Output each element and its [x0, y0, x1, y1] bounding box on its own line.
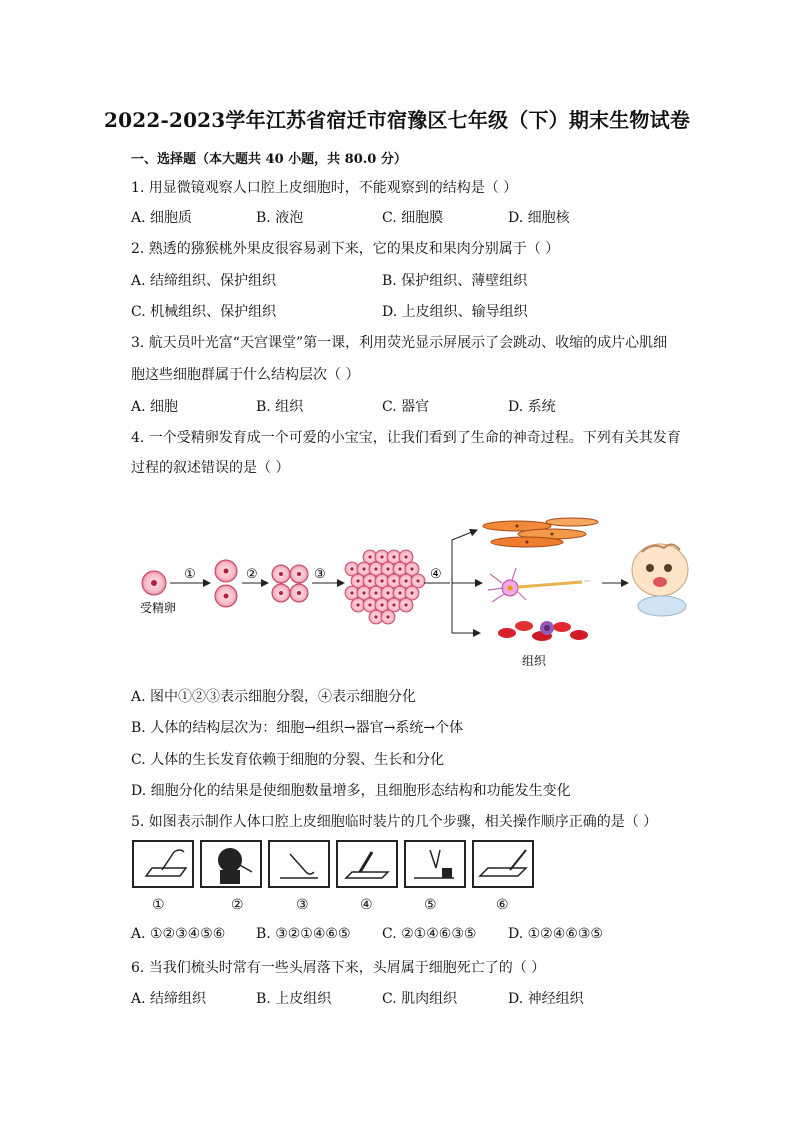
question-2-option-c: C. 机械组织、保护组织: [131, 304, 277, 320]
slide-procedure-figure: [132, 840, 542, 920]
blood-tissue-icon: [498, 621, 588, 641]
procedure-frame-4: [336, 840, 398, 888]
question-1-option-d: D. 细胞核: [508, 210, 570, 226]
question-2-stem: 2. 熟透的猕猴桃外果皮很容易剥下来，它的果皮和果肉分别属于（ ）: [131, 241, 560, 257]
procedure-step-1-label: ①: [152, 897, 165, 913]
step-1-label: ①: [184, 567, 196, 582]
procedure-step-3-label: ③: [296, 897, 309, 913]
question-6-stem: 6. 当我们梳头时常有一些头屑落下来，头屑属于细胞死亡了的（ ）: [131, 960, 546, 976]
step-3-label: ③: [314, 567, 326, 582]
question-5-option-a: A. ①②③④⑤⑥: [131, 926, 226, 942]
procedure-step-2-label: ②: [231, 897, 244, 913]
four-cell-icon: [272, 565, 308, 602]
step-4-label: ④: [430, 567, 442, 582]
muscle-tissue-icon: [483, 518, 598, 547]
question-4-option-a: A. 图中①②③表示细胞分裂，④表示细胞分化: [131, 689, 417, 705]
question-5-option-d: D. ①②④⑥③⑤: [508, 926, 603, 942]
two-cell-icon: [215, 560, 237, 607]
question-3-stem-line-1: 3. 航天员叶光富“天宫课堂”第一课，利用荧光显示屏展示了会跳动、收缩的成片心肌细: [131, 335, 668, 351]
question-2-option-d: D. 上皮组织、输导组织: [382, 304, 528, 320]
question-6-option-b: B. 上皮组织: [256, 991, 332, 1007]
question-1-stem: 1. 用显微镜观察人口腔上皮细胞时，不能观察到的结构是（ ）: [131, 180, 518, 196]
procedure-step-4-label: ④: [360, 897, 373, 913]
baby-icon: [632, 544, 688, 616]
procedure-frame-1: [132, 840, 194, 888]
question-4-option-c: C. 人体的生长发育依赖于细胞的分裂、生长和分化: [131, 752, 445, 768]
question-4-stem-line-2: 过程的叙述错误的是（ ）: [131, 460, 290, 476]
step-2-label: ②: [246, 567, 258, 582]
question-3-option-a: A. 细胞: [131, 399, 179, 415]
question-3-stem-line-2: 胞这些细胞群属于什么结构层次（ ）: [131, 367, 360, 383]
page-title: 2022-2023学年江苏省宿迁市宿豫区七年级（下）期末生物试卷: [103, 108, 691, 132]
procedure-frame-6: [472, 840, 534, 888]
cell-cluster-icon: [345, 550, 425, 624]
question-2-option-b: B. 保护组织、薄壁组织: [382, 273, 528, 289]
tissue-label: 组织: [522, 654, 547, 668]
question-5-option-c: C. ②①④⑥③⑤: [382, 926, 477, 942]
question-2-option-a: A. 结缔组织、保护组织: [131, 273, 277, 289]
question-4-option-b: B. 人体的结构层次为：细胞→组织→器官→系统→个体: [131, 720, 464, 736]
section-heading: 一、选择题（本大题共 40 小题，共 80.0 分）: [131, 152, 407, 167]
procedure-step-6-label: ⑥: [496, 897, 509, 913]
procedure-frame-3: [268, 840, 330, 888]
question-6-option-a: A. 结缔组织: [131, 991, 207, 1007]
question-1-option-c: C. 细胞膜: [382, 210, 444, 226]
question-1-option-b: B. 液泡: [256, 210, 304, 226]
question-5-option-b: B. ③②①④⑥⑤: [256, 926, 351, 942]
fertilized-egg-label: 受精卵: [140, 601, 177, 615]
question-5-stem: 5. 如图表示制作人体口腔上皮细胞临时装片的几个步骤，相关操作顺序正确的是（ ）: [131, 814, 658, 830]
nerve-tissue-icon: [488, 568, 590, 602]
question-6-option-d: D. 神经组织: [508, 991, 584, 1007]
procedure-frame-2: [200, 840, 262, 888]
question-4-option-d: D. 细胞分化的结果是使细胞数量增多，且细胞形态结构和功能发生变化: [131, 783, 571, 799]
question-3-option-b: B. 组织: [256, 399, 304, 415]
procedure-frame-5: [404, 840, 466, 888]
cell-development-figure: [132, 508, 692, 683]
fertilized-egg-icon: [142, 571, 166, 595]
procedure-step-5-label: ⑤: [424, 897, 437, 913]
question-3-option-c: C. 器官: [382, 399, 430, 415]
question-1-option-a: A. 细胞质: [131, 210, 193, 226]
question-4-stem-line-1: 4. 一个受精卵发育成一个可爱的小宝宝，让我们看到了生命的神奇过程。下列有关其发育: [131, 430, 681, 446]
question-6-option-c: C. 肌肉组织: [382, 991, 458, 1007]
question-3-option-d: D. 系统: [508, 399, 556, 415]
